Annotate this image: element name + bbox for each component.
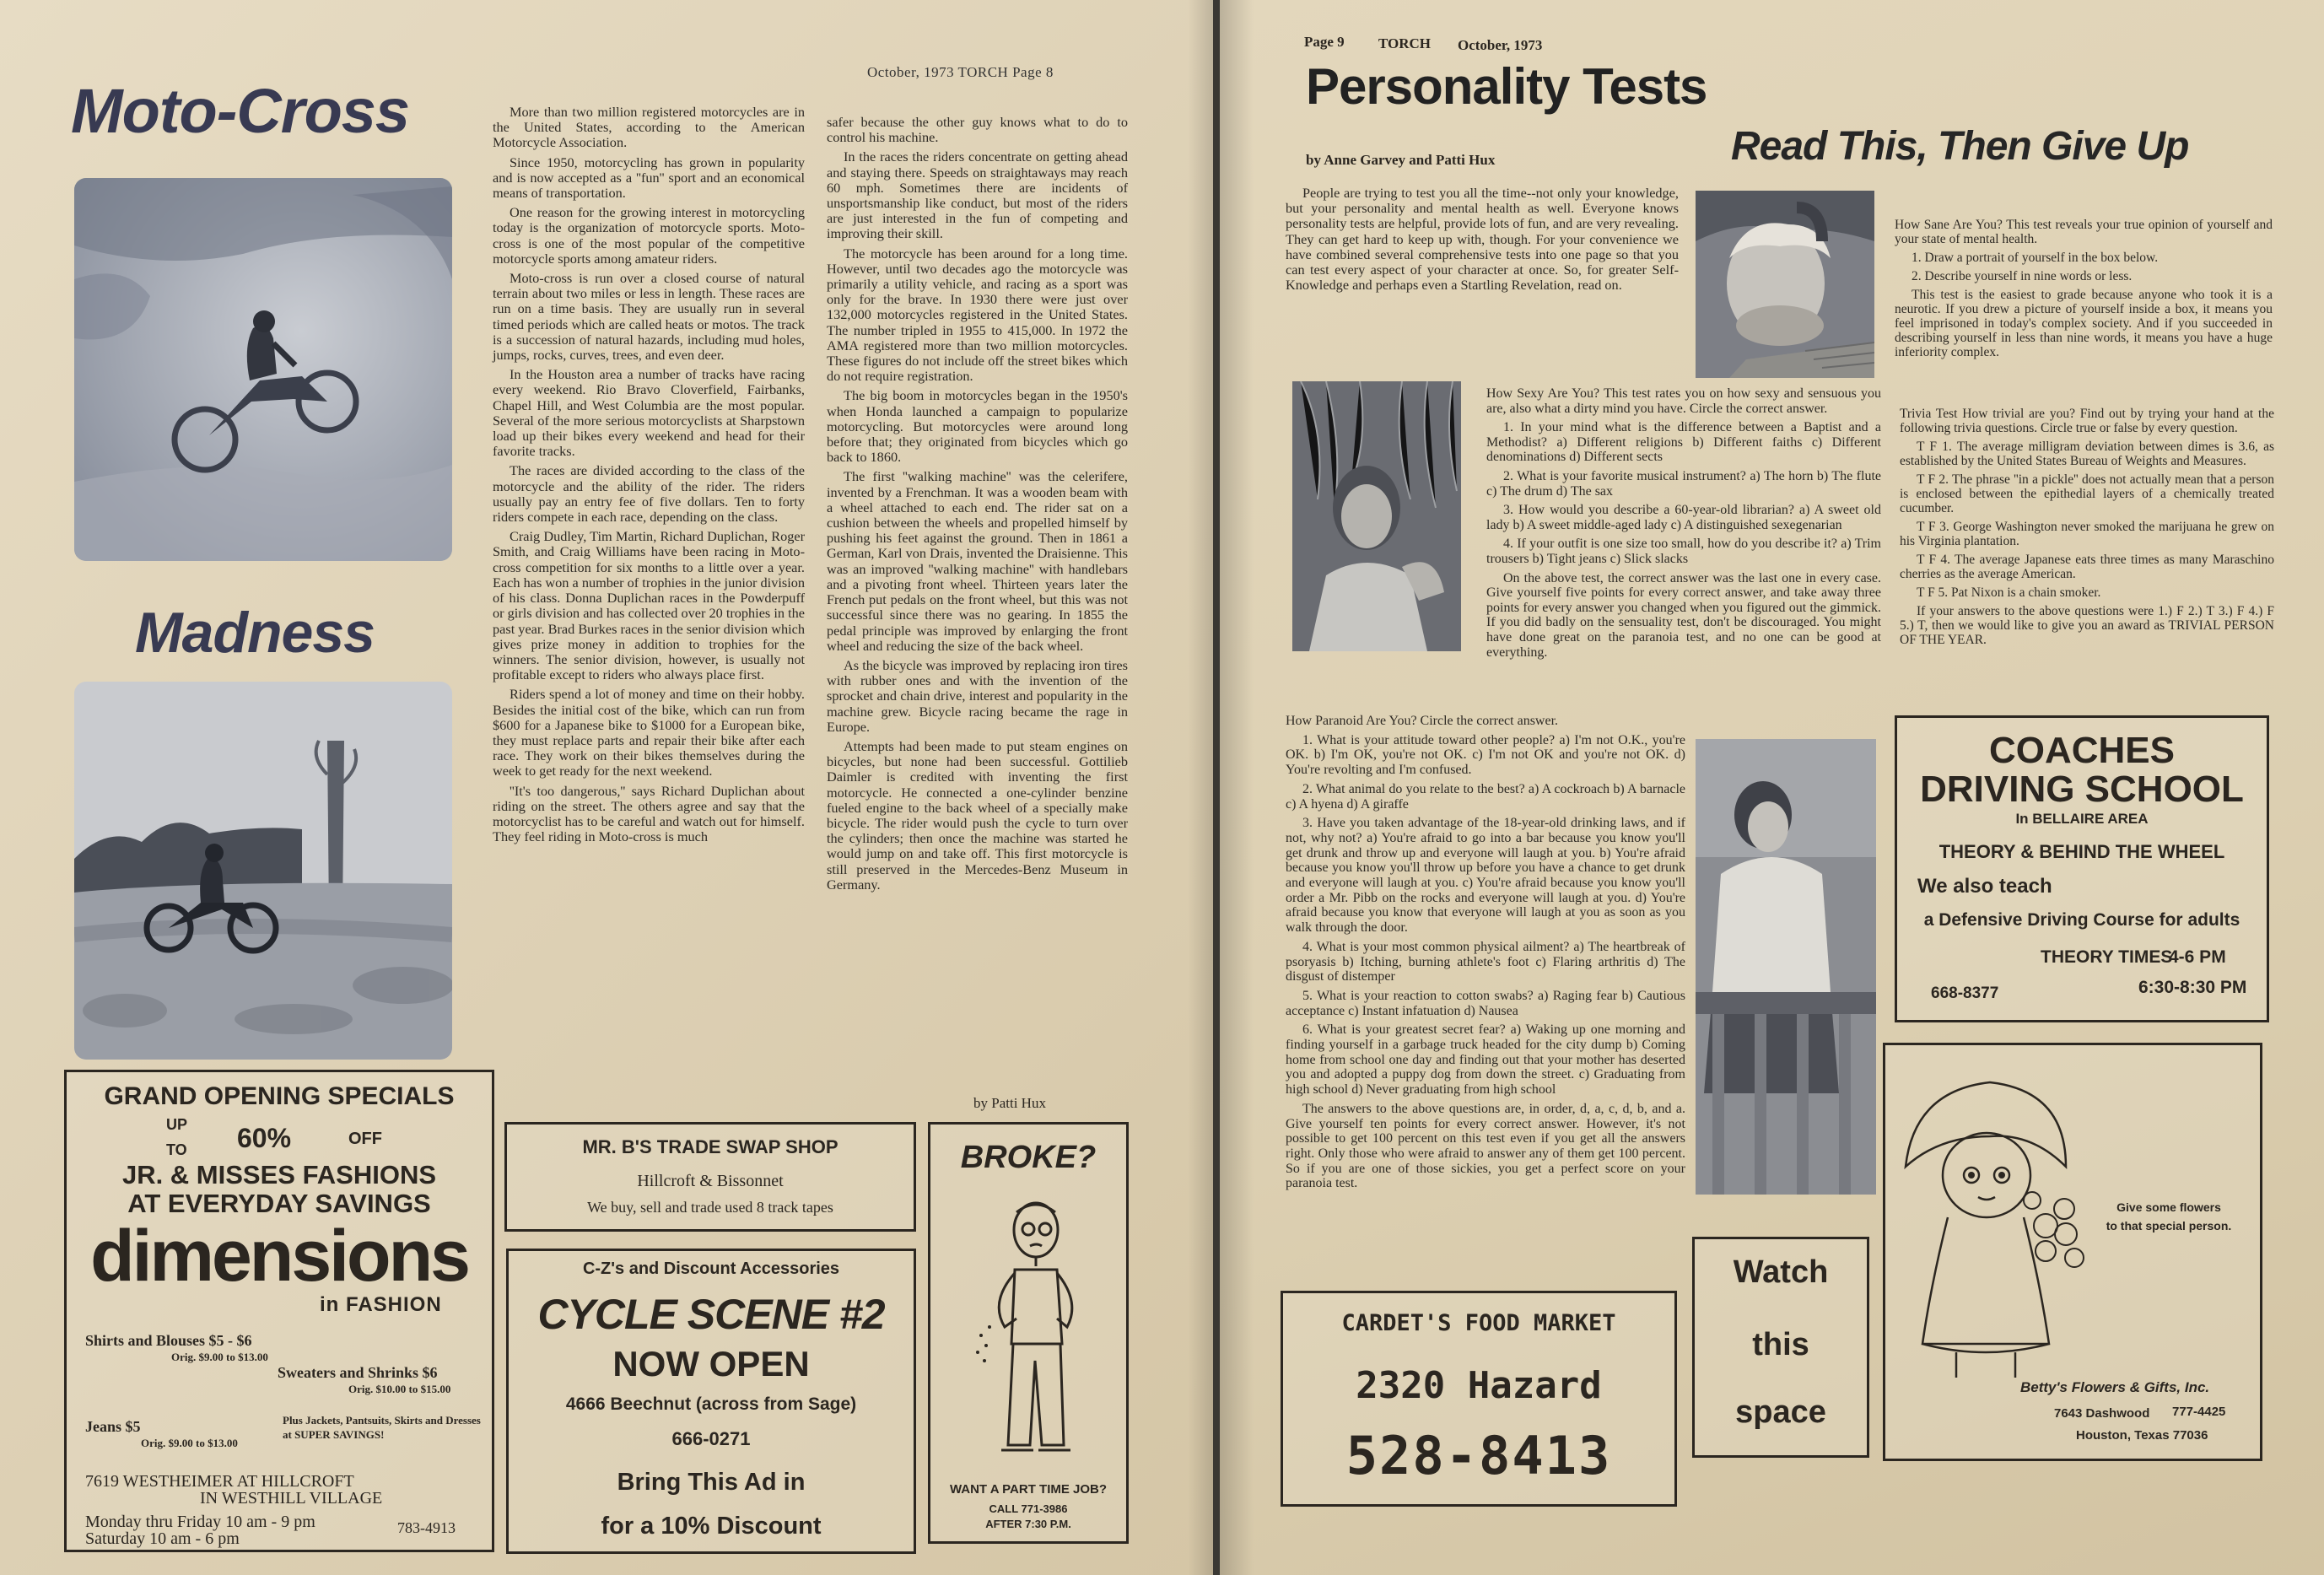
trivia-test bbox=[1900, 407, 2274, 651]
ad-coaches-driving-school bbox=[1895, 715, 2269, 1022]
moto-para: ''It's too dangerous,'' says Richard Duplichan about riding on the street. The others agree and say that the motorcyclist has to be careful and watch out for himself. They feel riding in Moto-cross is much bbox=[493, 782, 805, 845]
photo-motocross-trail bbox=[74, 682, 452, 1060]
sexy-para: 2. What is your favorite musical instrument? a) The horn b) The flute c) The drum d) The sax bbox=[1486, 468, 1881, 499]
cartoon-person-icon bbox=[964, 1192, 1099, 1470]
trivia-para: Trivia Test How trivial are you? Find out by trying your hand at the following trivia questions. Circle true or false by every question. bbox=[1900, 407, 2274, 435]
moto-para: As the bicycle was improved by replacing iron tires with rubber ones and with the invention of the sprocket and chain drive, interest and popularity in the machine grew. Bicycle racing became the rage in Europe. bbox=[827, 656, 1128, 735]
ad-dim-item3-note: Plus Jackets, Pantsuits, Skirts and Dresses at SUPER SAVINGS! bbox=[283, 1414, 481, 1441]
ad-coaches-times1: 4-6 PM bbox=[2169, 947, 2226, 967]
folio-date: October, 1973 bbox=[1458, 37, 1543, 53]
paranoid-para: 2. What animal do you relate to the best? a) A cockroach b) A barnacle c) A hyena d) A giraffe bbox=[1286, 781, 1685, 812]
paranoid-para: How Paranoid Are You? Circle the correct answer. bbox=[1286, 714, 1559, 728]
ad-coaches-title2: DRIVING SCHOOL bbox=[1920, 769, 2244, 810]
ad-cycle-discount: for a 10% Discount bbox=[601, 1513, 822, 1540]
sexy-para: 1. In your mind what is the difference between a Baptist and a Methodist? a) Different religions b) Different faiths c) Different denominations d) Different sects bbox=[1486, 420, 1881, 465]
photo-motocross-jump bbox=[74, 178, 452, 561]
ad-dim-item2: Sweaters and Shrinks $6 bbox=[278, 1364, 438, 1381]
ad-betty-msg1: Give some flowers bbox=[2116, 1200, 2221, 1214]
ad-cardet-address: 2320 Hazard bbox=[1356, 1364, 1602, 1407]
headline-madness: Madness bbox=[135, 601, 375, 665]
moto-para: safer because the other guy knows what to do to control his machine. bbox=[827, 114, 1128, 146]
ad-dimensions bbox=[64, 1070, 494, 1552]
ad-dim-off: OFF bbox=[348, 1130, 382, 1148]
ad-dim-item1-orig: Orig. $9.00 to $13.00 bbox=[171, 1351, 268, 1363]
ad-dim-up: UP bbox=[166, 1116, 188, 1133]
ad-cycle-title: CYCLE SCENE #2 bbox=[537, 1291, 885, 1338]
ad-broke-line3: AFTER 7:30 P.M. bbox=[985, 1518, 1071, 1530]
ad-cardet-title: CARDET'S FOOD MARKET bbox=[1341, 1310, 1616, 1336]
moto-para: One reason for the growing interest in motorcycling today is the organization of motorcycle sports. Moto-cross is one of the most popular of the competitive motorcycle sports among amateur riders. bbox=[493, 204, 805, 267]
paranoid-para: The answers to the above questions are, in order, d, a, c, d, b, and a. Give yourself ten points for every correct answer. However, it's not possible to get 100 percent on this test even if you get all the answers right. Only those who were afraid to answer any of them get 100 percent. So if you are one of those sickies, you get a perfect score on your paranoia test. bbox=[1286, 1101, 1685, 1191]
trivia-para: If your answers to the above questions were 1.) F 2.) T 3.) F 4.) F 5.) T, then we would like to give you an award as TRIVIAL PERSON OF THE YEAR. bbox=[1900, 604, 2274, 647]
moto-byline: by Patti Hux bbox=[973, 1095, 1046, 1111]
ad-betty-address: 7643 Dashwood bbox=[2054, 1406, 2150, 1421]
ad-dim-item1: Shirts and Blouses $5 - $6 bbox=[85, 1332, 252, 1349]
flower-girl-icon bbox=[1897, 1065, 2091, 1386]
ad-coaches-area: In BELLAIRE AREA bbox=[2015, 811, 2149, 827]
moto-para: The first ''walking machine'' was the celerifere, invented by a Frenchman. It was a wooden beam with a wheel attached to each end. The rider sat on a cushion between the wheels and propelled himself by pushing his feet against the ground. Then in 1861 a German, Karl von Drais, invented the Draisienne. This was an improved ''walking machine'' with handlebars and a pivoting front wheel. Thirteen years later the French put pedals on the front wheel, but this was not successful since there was no gearing. In 1855 the pedal principle was improved by enlarging the front wheel and reducing the size of the back wheel. bbox=[827, 468, 1128, 654]
ad-dim-address1: 7619 WESTHEIMER AT HILLCROFT bbox=[85, 1472, 354, 1491]
ad-dim-item3-orig: Orig. $9.00 to $13.00 bbox=[141, 1437, 238, 1449]
ad-mr-bs-swap-shop bbox=[504, 1122, 916, 1232]
personality-intro bbox=[1286, 186, 1679, 297]
ad-dim-hours1: Monday thru Friday 10 am - 9 pm bbox=[85, 1513, 315, 1531]
ad-mrb-line2: We buy, sell and trade used 8 track tapes bbox=[587, 1199, 833, 1216]
ad-dim-title: GRAND OPENING SPECIALS bbox=[104, 1082, 455, 1110]
folio-page: Page 9 bbox=[1304, 34, 1345, 50]
sexy-para: 3. How would you describe a 60-year-old librarian? a) A sweet old lady b) A sweet middle-aged lady c) A distinguished sexegenarian bbox=[1486, 503, 1881, 532]
ad-coaches-line3: a Defensive Driving Course for adults bbox=[1923, 910, 2240, 930]
paranoid-test bbox=[1286, 714, 1685, 1195]
ad-dim-line2: JR. & MISSES FASHIONS bbox=[121, 1160, 437, 1189]
page-9 bbox=[1220, 0, 2324, 1575]
ad-broke bbox=[928, 1122, 1129, 1544]
paranoid-para: 4. What is your most common physical ailment? a) The heartbreak of psoryasis b) Itching, burning athlete's foot c) Flaring arthritis d) The disgust of distemper bbox=[1286, 939, 1685, 984]
trivia-para: T F 2. The phrase ''in a pickle'' does not actually mean that a person is enclosed between the epithedial layers of a chemically treated cucumber. bbox=[1900, 472, 2274, 515]
moto-para: Craig Dudley, Tim Martin, Richard Duplichan, Roger Smith, and Craig Williams have been racing in Moto-cross competition for six months to a little over a year. Each has won a number of trophies in the junior division of his class. Donna Duplichan races in the Powderpuff or girls division and has collected over 20 trophies in the past year. Brad Burkes races in the senior division which gives prize money in addition to trophies for the winners. The senior division, however, is usually not profitable except to riders who always place first. bbox=[493, 528, 805, 683]
ad-cycle-open: NOW OPEN bbox=[612, 1344, 810, 1384]
trivia-para: T F 3. George Washington never smoked the marijuana he grew on his Virginia plantation. bbox=[1900, 520, 2274, 548]
trivia-para: T F 4. The average Japanese eats three times as many Maraschino cherries as the average American. bbox=[1900, 553, 2274, 581]
ad-watch-l3: space bbox=[1735, 1394, 1826, 1430]
moto-para: Since 1950, motorcycling has grown in popularity and is now accepted as a ''fun'' sport and an economical means of transportation. bbox=[493, 154, 805, 202]
ad-broke-line1: WANT A PART TIME JOB? bbox=[949, 1482, 1108, 1497]
ad-betty-msg2: to that special person. bbox=[2106, 1219, 2232, 1232]
ad-cardet-phone: 528-8413 bbox=[1345, 1425, 1612, 1486]
ad-betty-city: Houston, Texas 77036 bbox=[2076, 1428, 2208, 1443]
sexy-para: How Sexy Are You? This test rates you on how sexy and sensuous you are, also what a dirty mind you have. Circle the correct answer. bbox=[1486, 386, 1881, 416]
ad-broke-line2: CALL 771-3986 bbox=[989, 1502, 1068, 1515]
ad-coaches-title1: COACHES bbox=[1988, 730, 2176, 771]
ad-cycle-bring: Bring This Ad in bbox=[617, 1469, 806, 1496]
intro-para: People are trying to test you all the time--not only your knowledge, but your personality and mental health as well. Everyone knows personality tests are helpful, provide lots of fun, and are very revealing. They can get hard to keep up with, though. For your convenience we have combined several comprehensive tests into one page so that you can test every aspect of your character at once. So, for greater Self-Knowledge and perhaps even a Startling Revelation, read on. bbox=[1286, 185, 1679, 294]
ad-dim-line3: AT EVERYDAY SAVINGS bbox=[127, 1189, 431, 1218]
ad-mrb-title: MR. B'S TRADE SWAP SHOP bbox=[582, 1136, 838, 1157]
photo-woman-hair bbox=[1696, 191, 1874, 378]
paranoid-para: 6. What is your greatest secret fear? a) Waking up one morning and finding yourself in a garbage truck headed for the city dump b) Coming home from school one day and finding out that your mother has deserted you and adopted a puppy dog from down the street. c) Graduating from high school d) Never graduating from high school bbox=[1286, 1022, 1685, 1098]
moto-para: Attempts had been made to put steam engines on bicycles, but none had been successful. Gottilieb Daimler is credited with inventing the first motorcycle. He connected a one-cylinder benzine fueled engine to the back wheel of a specially make bicycle. The rider would push the cycle to turn over the cylinders; then once the machine was started he would jump on and take off. This first motorcycle is still preserved in the Mercedes-Benz Museum in Germany. bbox=[827, 737, 1128, 893]
moto-para: Riders spend a lot of money and time on their hobby. Besides the initial cost of the bike, which can run from $600 for a Japanese bike to $1000 for a European bike, they must replace parts and repair their bike after each race. They work on their bikes themselves during the week to get ready for the next weekend. bbox=[493, 686, 805, 779]
moto-column-1 bbox=[493, 105, 805, 849]
photo-boy-railing bbox=[1696, 739, 1876, 1195]
ad-betty-phone: 777-4425 bbox=[2172, 1405, 2226, 1419]
sane-para: How Sane Are You? This test reveals your true opinion of yourself and your state of mental health. bbox=[1895, 218, 2273, 246]
ad-dim-brand: dimensions bbox=[90, 1216, 468, 1297]
ad-cycle-address: 4666 Beechnut (across from Sage) bbox=[565, 1394, 857, 1414]
moto-column-2 bbox=[827, 115, 1128, 897]
moto-para: The races are divided according to the class of the motorcycle and the ability of the rider. The riders usually pay an entry fee of five dollars. Ten to forty riders compete in each race, depending on the class. bbox=[493, 462, 805, 526]
ad-dim-item3: Jeans $5 bbox=[85, 1418, 141, 1435]
trivia-para: T F 1. The average milligram deviation between dimes is 3.6, as established by the United States Bureau of Weights and Measures. bbox=[1900, 440, 2274, 468]
ad-dim-pct: 60% bbox=[237, 1123, 292, 1153]
folio-left: October, 1973 TORCH Page 8 bbox=[867, 64, 1054, 80]
sexy-para: On the above test, the correct answer was the last one in every case. Give yourself five points for every correct answer, and take away three points for every answer you changed when you figured out the gimmick. If you did badly on the sensuality test, don't be discouraged. You might have done great on the paranoia test, and no one can be good at everything. bbox=[1486, 570, 1881, 660]
photo-man-grass bbox=[1292, 381, 1461, 651]
ad-cycle-phone: 666-0271 bbox=[671, 1428, 751, 1449]
sexy-para: 4. If your outfit is one size too small, how do you describe it? a) Trim trousers b) Tight jeans c) Slick slacks bbox=[1486, 537, 1881, 566]
moto-para: The motorcycle has been around for a long time. However, until two decades ago the motorcycle was primarily a utility vehicle, and racing as a sport was only for the brave. In 1930 there were just over 132,000 motorcycles registered in the United States. The number tripled in 1955 to 415,000. In 1972 the AMA registered more than two million motorcycles. These figures do not include off the street bikes which do not require registration. bbox=[827, 245, 1128, 385]
personality-byline: by Anne Garvey and Patti Hux bbox=[1306, 152, 1496, 168]
ad-coaches-line2: We also teach bbox=[1917, 875, 2052, 898]
ad-coaches-times-label: THEORY TIMES bbox=[2041, 947, 2173, 967]
ad-coaches-times2: 6:30-8:30 PM bbox=[2138, 978, 2247, 997]
sane-para: 2. Describe yourself in nine words or less. bbox=[1912, 269, 2133, 283]
ad-broke-title: BROKE? bbox=[960, 1140, 1097, 1175]
ad-mrb-line1: Hillcroft & Bissonnet bbox=[637, 1172, 784, 1190]
ad-betty-name: Betty's Flowers & Gifts, Inc. bbox=[2020, 1379, 2210, 1395]
headline-personality-tests: Personality Tests bbox=[1306, 58, 1707, 115]
sane-para: This test is the easiest to grade because anyone who took it is a neurotic. If you drew a picture of yourself inside a box, it means you feel imprisoned in today's complex society. And if you succeeded in describing yourself in less than nine words, it means you have a huge inferiority complex. bbox=[1895, 288, 2273, 359]
ad-watch-l1: Watch bbox=[1733, 1254, 1829, 1290]
ad-dim-to: TO bbox=[166, 1141, 187, 1158]
ad-dim-brand-sub: in FASHION bbox=[320, 1293, 442, 1316]
subhead-read-this: Read This, Then Give Up bbox=[1731, 124, 2189, 169]
ad-cycle-scene bbox=[506, 1249, 916, 1554]
headline-moto-cross: Moto-Cross bbox=[71, 76, 410, 146]
moto-para: The big boom in motorcycles began in the 1950's when Honda launched a campaign to popularize motorcycling. But motorcycles were around long before that; they originated from bicycles which go back to 1860. bbox=[827, 387, 1128, 466]
moto-para: In the Houston area a number of tracks have racing every weekend. Rio Bravo Cloverfield, Fairbanks, Chapel Hill, and West Columbia are the most popular. Several of the more serious motorcyclists at Sharpstown load up their bikes every weekend and head for their favorite tracks. bbox=[493, 366, 805, 460]
sane-test bbox=[1895, 218, 2273, 364]
ad-bettys-flowers bbox=[1883, 1043, 2262, 1461]
moto-para: More than two million registered motorcycles are in the United States, according to the American Motorcycle Association. bbox=[493, 104, 805, 151]
sexy-test bbox=[1486, 386, 1881, 664]
paranoid-para: 5. What is your reaction to cotton swabs? a) Raging fear b) Cautious acceptance c) Instant infatuation d) Nausea bbox=[1286, 988, 1685, 1018]
ad-cycle-top: C-Z's and Discount Accessories bbox=[582, 1259, 840, 1278]
paranoid-para: 3. Have you taken advantage of the 18-year-old drinking laws, and if not, why not? a) You're afraid to go into a bar because you know you'll get drunk and throw up and everyone will laugh at you. b) You're afraid because you know you'll throw up before you have a chance to get drunk and everyone will laugh at you. c) You're afraid because you know you'll order a Mr. Pibb on the rocks and everyone will laugh at you. d) You're afraid because you know that everyone will laugh at you as soon as you walk through the door. bbox=[1286, 816, 1685, 936]
ad-cardets-food-market bbox=[1281, 1291, 1677, 1507]
ad-watch-l2: this bbox=[1752, 1327, 1809, 1362]
moto-para: In the races the riders concentrate on getting ahead and staying there. Speeds on straightaways may reach 60 mph. Sometimes there are incidents of unsportsmanship like conduct, but most of the riders are just interested in the fun of competing and improving their skill. bbox=[827, 148, 1128, 242]
sane-para: 1. Draw a portrait of yourself in the box below. bbox=[1912, 251, 2159, 265]
ad-dim-hours2: Saturday 10 am - 6 pm bbox=[85, 1529, 240, 1548]
paranoid-para: 1. What is your attitude toward other people? a) I'm not O.K., you're OK. b) I'm OK, you're not OK. c) I'm not OK and you're not OK. d) You're revolting and I'm confused. bbox=[1286, 732, 1685, 778]
ad-coaches-line1: THEORY & BEHIND THE WHEEL bbox=[1938, 841, 2225, 862]
ad-dim-phone: 783-4913 bbox=[397, 1519, 456, 1536]
ad-dim-item2-orig: Orig. $10.00 to $15.00 bbox=[348, 1383, 451, 1395]
ad-coaches-phone: 668-8377 bbox=[1931, 984, 1999, 1002]
moto-para: Moto-cross is run over a closed course of natural terrain about two miles or less in length. These races are run on a time basis. They are usually run in several timed periods which are called heats or motos. The track is a succession of natural hazards, including mud holes, jumps, rocks, curves, trees, and even deer. bbox=[493, 270, 805, 364]
ad-watch-this-space bbox=[1692, 1237, 1869, 1458]
trivia-para: T F 5. Pat Nixon is a chain smoker. bbox=[1917, 585, 2101, 600]
folio-paper: TORCH bbox=[1378, 35, 1432, 51]
ad-dim-address2: IN WESTHILL VILLAGE bbox=[200, 1489, 383, 1508]
